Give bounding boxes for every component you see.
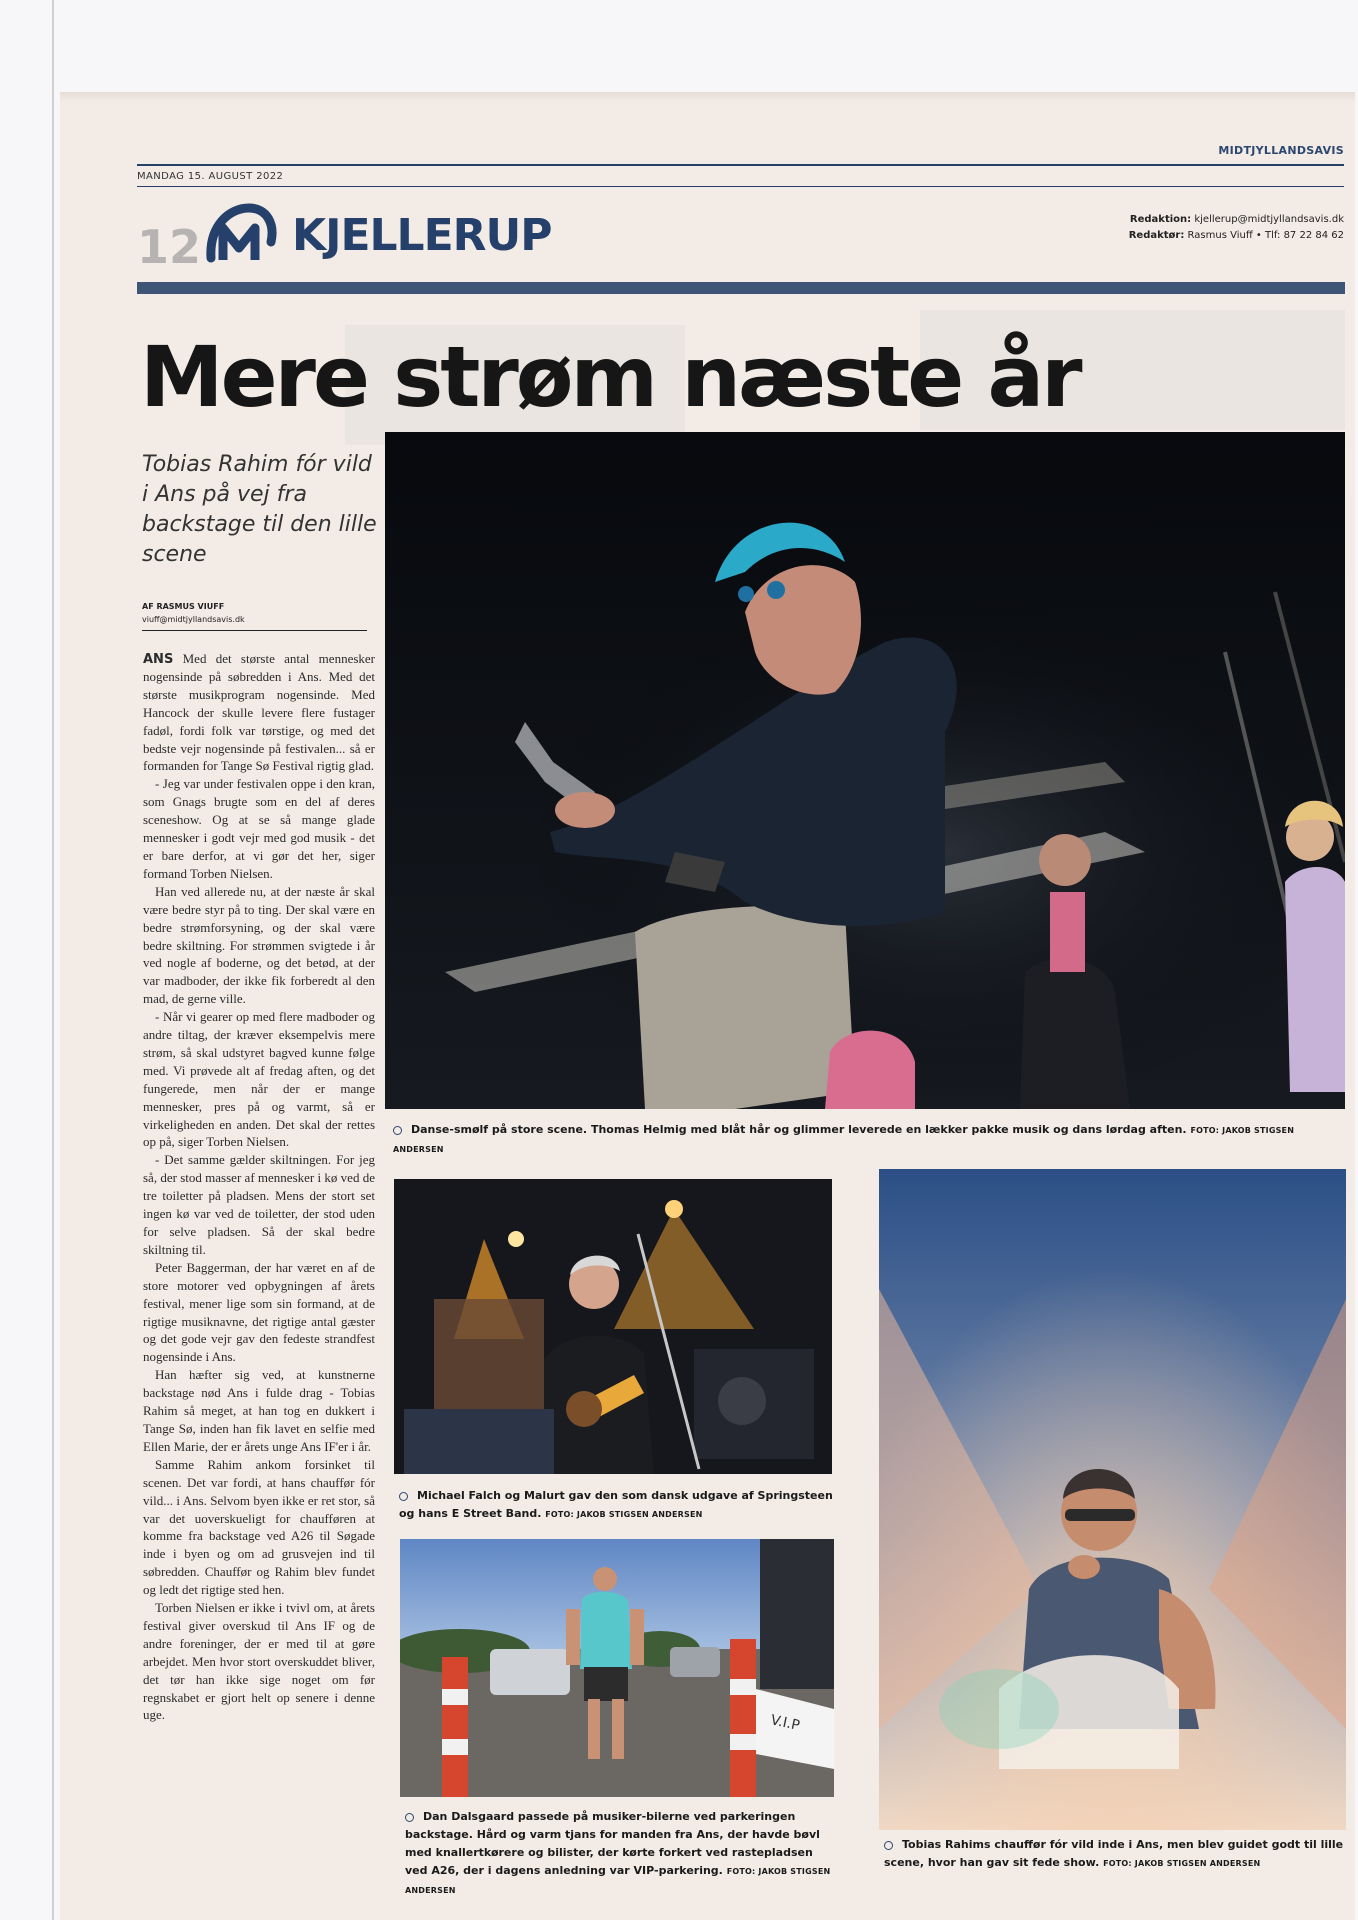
newspaper-logo-icon: [205, 202, 277, 266]
photo-credit: FOTO: JAKOB STIGSEN ANDERSEN: [405, 1867, 831, 1895]
article-paragraph: Torben Nielsen er ikke i tvivl om, at årets festival giver overskud til Ans IF og de andre foreninger, der er med til at gøre arbejdet. Men hvor stort overskuddet bliver, det tør han ikke sige noget om før regnskabet er gjort helt op senere i denne uge.: [143, 1600, 375, 1723]
contact-label: Redaktion:: [1129, 214, 1192, 225]
contact-info: [1129, 212, 1344, 244]
photo-caption: [884, 1836, 1354, 1873]
caption-bullet-icon: [399, 1492, 408, 1501]
article-paragraph: - Når vi gearer op med flere madboder og andre tiltag, der kræver eksempelvis mere strøm, så skal udstyret bagved kunne følge med. Vi prøvede alt af fredag aften, og det fungerede, men når der er mange mennesker, pres på og varmt, så er virkeligheden en anden. Det skal der rettes op på, siger Torben Nielsen.: [143, 1009, 375, 1150]
article-body: [143, 650, 375, 1724]
article-paragraph: - Det samme gælder skiltningen. For jeg så, der stod masser af mennesker i kø ved de tre toiletter på pladsen. Mens der stort set ingen kø var ved de toiletter, der stod uden for selve pladsen. Så der skal bedre skiltning til.: [143, 1152, 375, 1257]
contact-email: kjellerup@midtjyllandsavis.dk: [1194, 214, 1344, 225]
contact-label: Redaktør:: [1128, 230, 1185, 241]
photo-helmig: [385, 432, 1345, 1109]
caption-text: Dan Dalsgaard passede på musiker-bilerne ved parkeringen backstage. Hård og varm tjans for manden fra Ans, der havde bøvl med knallertkørere og bilister, der kørte forkert ved rastepladsen ved A26, der i dagens anledning var VIP-parkering.: [405, 1810, 820, 1877]
issue-date: MANDAG 15. AUGUST 2022: [137, 171, 284, 182]
article-paragraph: Peter Baggerman, der har været en af de store motorer ved opbygningen af årets festival, mener lige som sin formand, at de rigtige musiknavne, det rigtige antal gæster og det gode vejr gav den fedeste strandfest nogensinde i Ans.: [143, 1259, 375, 1365]
photo-parking: [400, 1539, 834, 1797]
photo-caption: [393, 1121, 1343, 1159]
photo-falch: [394, 1179, 832, 1474]
paragraph-text: Med det største antal mennesker nogensinde på søbredden i Ans. Med det største musikprogram nogensinde. Med Hancock der skulle levere flere fustager fadøl, fordi folk var tørstige, og med det bedste vejr nogensinde på festivalen... så er formanden for Tange Sø Festival rigtig glad.: [143, 651, 375, 774]
contact-editor: Rasmus Viuff • Tlf: 87 22 84 62: [1187, 230, 1344, 241]
byline-author: AF RASMUS VIUFF: [142, 602, 225, 611]
header-rule-thin: [137, 186, 1344, 187]
byline-email: viuff@midtjyllandsavis.dk: [142, 615, 245, 624]
caption-text: Danse-smølf på store scene. Thomas Helmig med blåt hår og glimmer leverede en lækker pakke musik og dans lørdag aften.: [411, 1123, 1187, 1136]
photo-rahim: [879, 1169, 1346, 1830]
photo-credit: FOTO: JAKOB STIGSEN ANDERSEN: [545, 1510, 703, 1519]
byline-rule: [142, 630, 367, 631]
caption-bullet-icon: [405, 1813, 414, 1822]
header-rule: [137, 164, 1344, 166]
caption-bullet-icon: [884, 1841, 893, 1850]
dateline: ANS: [143, 652, 174, 667]
article-paragraph: - Jeg var under festivalen oppe i den kran, som Gnags brugte som en del af deres sceneshow. Og at se så mange glade mennesker i godt vejr med god musik - det er bare derfor, at vi gør det her, siger formand Torben Nielsen.: [143, 776, 375, 881]
caption-text: Tobias Rahims chauffør fór vild inde i Ans, men blev guidet godt til lille scene, hvor han gav sit fede show.: [884, 1838, 1344, 1869]
photo-credit: FOTO: JAKOB STIGSEN ANDERSEN: [393, 1126, 1295, 1154]
scan-edge-line: [52, 0, 54, 1920]
vip-sign: V.I.P: [769, 1712, 802, 1734]
photo-caption: [399, 1487, 839, 1524]
section-bar: [137, 282, 1345, 294]
article-headline: Mere strøm næste år: [140, 328, 1080, 426]
article-paragraph: Han hæfter sig ved, at kunstnerne backstage nød Ans i fulde drag - Tobias Rahim så meget, at han tog en dukkert i Tange Sø, inden han fik lavet en selfie med Ellen Marie, der er årets unge Ans IF'er i år.: [143, 1367, 375, 1454]
article-paragraph: [143, 650, 375, 775]
article-standfirst: Tobias Rahim fór vild i Ans på vej fra backstage til den lille scene: [142, 452, 377, 567]
section-title: KJELLERUP: [292, 210, 552, 261]
caption-text: Michael Falch og Malurt gav den som dansk udgave af Springsteen og hans E Street Band.: [399, 1489, 833, 1520]
caption-bullet-icon: [393, 1126, 402, 1135]
newspaper-brand: MIDTJYLLANDSAVIS: [1218, 144, 1344, 157]
byline: [142, 600, 332, 626]
article-paragraph: Samme Rahim ankom forsinket til scenen. Det var fordi, at hans chauffør fór vild... i Ans. Selvom byen ikke er ret stor, så var det uoverskueligt for chaufføren at komme fra backstage ved A26 til Søgade inde i byen og om ad grusvejen ind til søbredden. Chauffør og Rahim blev fundet og ledt det rigtige sted hen.: [143, 1456, 375, 1598]
article-paragraph: Han ved allerede nu, at der næste år skal være bedre styr på to ting. Der skal være en bedre strømforsyning, og der skal være bedre skiltning. For strømmen svigtede i år ved nogle af boderne, og det betød, at der var madboder, der ikke fik forberedt al den mad, de gerne ville.: [143, 883, 375, 1007]
photo-credit: FOTO: JAKOB STIGSEN ANDERSEN: [1103, 1859, 1261, 1868]
paper-top-shadow: [60, 92, 1355, 102]
photo-caption: [405, 1808, 837, 1900]
page-number: 12: [137, 220, 202, 274]
